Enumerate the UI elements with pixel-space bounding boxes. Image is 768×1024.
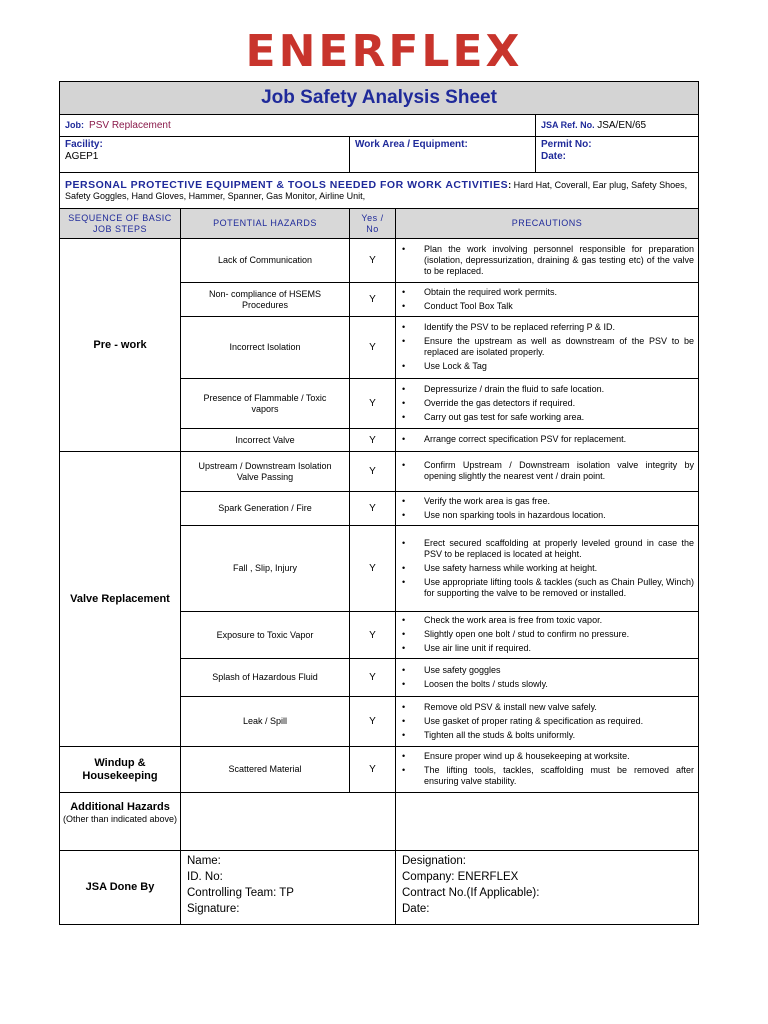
facility-cell (60, 137, 350, 173)
precaution-item: • Verify the work area is gas free. (402, 496, 694, 507)
potential-hazard: Leak / Spill (181, 697, 350, 747)
precautions-cell (396, 697, 699, 747)
yes-no-value: Y (350, 239, 396, 283)
sheet-title: Job Safety Analysis Sheet (60, 82, 699, 115)
potential-hazard: Scattered Material (181, 747, 350, 793)
precautions-cell (396, 317, 699, 379)
potential-hazard: Fall , Slip, Injury (181, 526, 350, 612)
precaution-item: • Erect secured scaffolding at properly leveled ground in case the PSV to be replaced is located at height. (402, 538, 694, 560)
potential-hazard: Exposure to Toxic Vapor (181, 612, 350, 659)
work-area-label: Work Area / Equipment: (355, 139, 468, 150)
yes-no-value: Y (350, 283, 396, 317)
precaution-item: • Use non sparking tools in hazardous location. (402, 510, 694, 521)
enerflex-logo: ENERFLEX (245, 26, 523, 77)
precautions-cell (396, 429, 699, 452)
done-by-right (396, 851, 699, 925)
precautions-cell (396, 659, 699, 697)
yes-no-value: Y (350, 379, 396, 429)
precautions-cell (396, 283, 699, 317)
job-value: PSV Replacement (89, 120, 171, 131)
hazard-row (60, 239, 699, 283)
precaution-item: • Plan the work involving personnel responsible for preparation (isolation, depressurization, draining & gas testing etc) of the valve to be replaced. (402, 244, 694, 277)
precaution-item: • Use appropriate lifting tools & tackles (such as Chain Pulley, Winch) for supporting the valve to be removed or installed. (402, 577, 694, 599)
job-label: Job (65, 120, 82, 130)
precaution-item: • Depressurize / drain the fluid to safe location. (402, 384, 694, 395)
precautions-list (396, 748, 698, 791)
precaution-item: • Ensure the upstream as well as downstream of the PSV to be replaced are isolated properly. (402, 336, 694, 358)
potential-hazard: Non- compliance of HSEMS Procedures (181, 283, 350, 317)
jsa-table (59, 81, 699, 925)
jsa-ref-value: JSA/EN/65 (597, 120, 647, 131)
col-sequence: SEQUENCE OF BASIC JOB STEPS (60, 209, 181, 239)
col-precautions: PRECAUTIONS (396, 209, 699, 239)
additional-hazards-subtitle: (Other than indicated above) (62, 814, 178, 824)
precaution-item: • Carry out gas test for safe working area. (402, 412, 694, 423)
potential-hazard: Incorrect Isolation (181, 317, 350, 379)
precaution-item: • Use Lock & Tag (402, 361, 694, 372)
facility-label: Facility: (65, 139, 103, 150)
done-by-left (181, 851, 396, 925)
precaution-item: • Arrange correct specification PSV for replacement. (402, 434, 694, 445)
done-by-team: Controlling Team: TP (187, 887, 294, 899)
job-cell: Job: PSV Replacement (60, 115, 536, 137)
col-yesno: Yes / No (350, 209, 396, 239)
jsa-ref-label: JSA Ref. No. (541, 120, 595, 130)
hazard-row (60, 452, 699, 492)
job-step-2: Valve Replacement (60, 452, 181, 747)
precaution-item: • The lifting tools, tackles, scaffolding must be removed after ensuring valve stability. (402, 765, 694, 787)
precautions-list (396, 493, 698, 525)
precaution-item: • Remove old PSV & install new valve safely. (402, 702, 694, 713)
precaution-item: • Use safety goggles (402, 665, 694, 676)
potential-hazard: Lack of Communication (181, 239, 350, 283)
potential-hazard: Incorrect Valve (181, 429, 350, 452)
precautions-cell (396, 452, 699, 492)
potential-hazard: Upstream / Downstream Isolation Valve Passing (181, 452, 350, 492)
yes-no-value: Y (350, 526, 396, 612)
precautions-list (396, 457, 698, 486)
done-by-designation: Designation: (402, 855, 466, 867)
yes-no-value: Y (350, 317, 396, 379)
precautions-list (396, 612, 698, 658)
ppe-cell: PERSONAL PROTECTIVE EQUIPMENT & TOOLS NEEDED FOR WORK ACTIVITIES: Hard Hat, Coverall, Ear plug, Safety Shoes, Safety Goggles, Hand Gloves, Hammer, Spanner, Gas Monitor, Airline Unit, (60, 173, 699, 209)
precaution-item: • Use air line unit if required. (402, 643, 694, 654)
done-by-date: Date: (402, 903, 430, 915)
done-by-name: Name: (187, 855, 221, 867)
job-step-3: Windup & Housekeeping (60, 747, 181, 793)
precautions-cell (396, 747, 699, 793)
precautions-list (396, 381, 698, 427)
precaution-item: • Ensure proper wind up & housekeeping at worksite. (402, 751, 694, 762)
precaution-item: • Use gasket of proper rating & specification as required. (402, 716, 694, 727)
done-by-contract: Contract No.(If Applicable): (402, 887, 540, 899)
precaution-item: • Confirm Upstream / Downstream isolation valve integrity by opening slightly the nearest vent / drain point. (402, 460, 694, 482)
precaution-item: • Override the gas detectors if required. (402, 398, 694, 409)
precautions-list (396, 662, 698, 694)
permit-label: Permit No: (541, 139, 592, 150)
precaution-item: • Obtain the required work permits. (402, 287, 694, 298)
yes-no-value: Y (350, 697, 396, 747)
additional-hazards-entry (181, 793, 396, 851)
precautions-list (396, 535, 698, 603)
precautions-cell (396, 239, 699, 283)
yes-no-value: Y (350, 747, 396, 793)
precaution-item: • Loosen the bolts / studs slowly. (402, 679, 694, 690)
done-by-signature: Signature: (187, 903, 240, 915)
precautions-cell (396, 526, 699, 612)
precaution-item: • Identify the PSV to be replaced referring P & ID. (402, 322, 694, 333)
permit-cell (536, 137, 699, 173)
done-by-company: Company: ENERFLEX (402, 871, 519, 883)
job-step-1: Pre - work (60, 239, 181, 452)
potential-hazard: Splash of Hazardous Fluid (181, 659, 350, 697)
precautions-cell (396, 492, 699, 526)
precautions-list (396, 319, 698, 376)
yes-no-value: Y (350, 659, 396, 697)
precautions-cell (396, 379, 699, 429)
ppe-items: Hard Hat, Coverall, Ear plug, Safety Shoes, Safety Goggles, Hand Gloves, Hammer, Spanner, Gas Monitor, Airline Unit, (65, 179, 688, 201)
precautions-list (396, 699, 698, 745)
hazard-row (60, 747, 699, 793)
jsa-ref-cell (536, 115, 699, 137)
yes-no-value: Y (350, 492, 396, 526)
col-hazards: POTENTIAL HAZARDS (181, 209, 350, 239)
facility-value: AGEP1 (65, 151, 99, 162)
date-label: Date: (541, 151, 567, 162)
precaution-item: • Conduct Tool Box Talk (402, 301, 694, 312)
precaution-item: • Slightly open one bolt / stud to confirm no pressure. (402, 629, 694, 640)
additional-hazards-cell (60, 793, 181, 851)
done-by-id: ID. No: (187, 871, 223, 883)
potential-hazard: Presence of Flammable / Toxic vapors (181, 379, 350, 429)
precaution-item: • Tighten all the studs & bolts uniformly. (402, 730, 694, 741)
precaution-item: • Use safety harness while working at height. (402, 563, 694, 574)
yes-no-value: Y (350, 612, 396, 659)
potential-hazard: Spark Generation / Fire (181, 492, 350, 526)
precautions-list (396, 431, 698, 449)
precautions-cell (396, 612, 699, 659)
additional-hazards-title: Additional Hazards (70, 801, 170, 813)
precautions-list (396, 284, 698, 316)
yes-no-value: Y (350, 452, 396, 492)
yes-no-value: Y (350, 429, 396, 452)
precaution-item: • Check the work area is free from toxic vapor. (402, 615, 694, 626)
ppe-heading: PERSONAL PROTECTIVE EQUIPMENT & TOOLS NEEDED FOR WORK ACTIVITIES (65, 178, 509, 191)
jsa-done-by-label: JSA Done By (60, 851, 181, 925)
precautions-list (396, 241, 698, 281)
work-area-cell (350, 137, 536, 173)
additional-precautions-entry (396, 793, 699, 851)
